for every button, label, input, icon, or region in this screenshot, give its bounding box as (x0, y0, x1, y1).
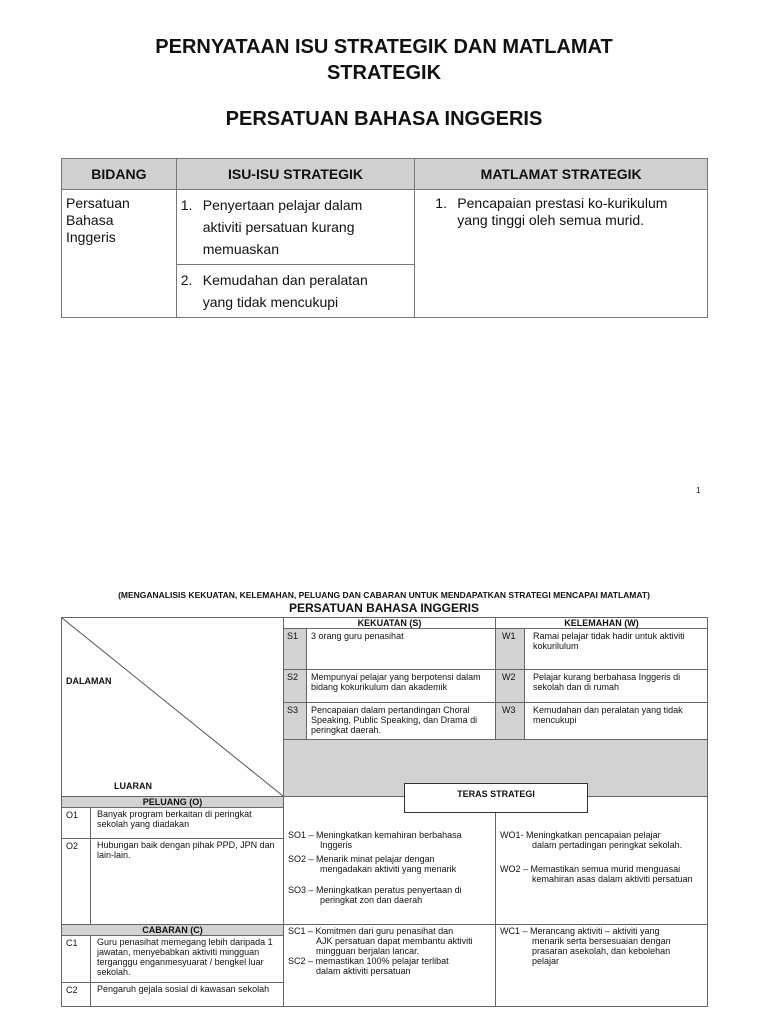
so-cont: Inggeris (320, 840, 353, 850)
kekuatan-header: KEKUATAN (S) (283, 617, 496, 629)
matlamat-num: 1. (435, 195, 447, 211)
wo-cont: kemahiran asas dalam aktiviti persatuan (532, 874, 693, 884)
corner-cell (61, 617, 284, 797)
page-number: 1 (696, 486, 701, 495)
sc-list (288, 926, 493, 976)
so-list (288, 830, 493, 905)
so-cont: peringkat zon dan daerah (320, 895, 423, 905)
sc-item (288, 926, 493, 956)
text-w2: Pelajar kurang berbahasa Inggeris di sekolah dan di rumah (524, 669, 708, 703)
wc-lead: WC1 – Merancang aktiviti – aktiviti yang (500, 926, 660, 936)
so-lead: SO1 – Meningkatkan kemahiran berbahasa (288, 830, 462, 840)
isu-num: 1. (180, 197, 193, 213)
wc-cont: menarik serta bersesuaian dengan prasaran asekolah, dan kebolehan pelajar (532, 936, 671, 966)
wo-list (500, 830, 706, 884)
luaran-label: LUARAN (114, 781, 152, 791)
so-cont: mengadakan aktiviti yang menarik (320, 864, 457, 874)
so-item (288, 854, 493, 874)
title-line-1: PERNYATAAN ISU STRATEGIK DAN MATLAMAT (155, 36, 613, 58)
code-c2: C2 (61, 982, 91, 1007)
code-s3: S3 (283, 702, 307, 740)
wo-lead: WO1- Meningkatkan pencapaian pelajar (500, 830, 661, 840)
sc-item (288, 956, 493, 976)
wc-item (500, 926, 706, 966)
sc-lead: SC1 – Komitmen dari guru penasihat dan (288, 926, 454, 936)
code-s1: S1 (283, 628, 307, 670)
isu-text: Penyertaan pelajar dalam aktiviti persatuan kurang memuaskan (202, 197, 363, 257)
wo-item (500, 864, 706, 884)
so-item (288, 885, 493, 905)
code-w2: W2 (495, 669, 525, 703)
header-matlamat: MATLAMAT STRATEGIK (415, 159, 708, 190)
swot-subtitle: PERSATUAN BAHASA INGGERIS (288, 601, 479, 615)
wo-item (500, 830, 706, 850)
sc-cont: dalam aktiviti persatuan (316, 966, 411, 976)
strategic-issues-table (61, 158, 708, 318)
matlamat-cell (415, 190, 708, 318)
bidang-text: Persatuan Bahasa Inggeris (66, 195, 130, 245)
wo-lead: WO2 – Memastikan semua murid menguasai (500, 864, 681, 874)
code-o1: O1 (61, 807, 91, 839)
code-s2: S2 (283, 669, 307, 703)
text-w3: Kemudahan dan peralatan yang tidak mencukupi (524, 702, 708, 740)
dalaman-label: DALAMAN (66, 676, 112, 686)
text-c2: Pengaruh gejala sosial di kawasan sekolah (90, 982, 284, 1007)
wo-cont: dalam pertadingan peringkat sekolah. (532, 840, 683, 850)
text-c1: Guru penasihat memegang lebih daripada 1 jawatan, menyebabkan aktiviti mingguan terganggu enganmesyuarat / bengkel luar sekolah. (90, 935, 284, 983)
peluang-header: PELUANG (O) (61, 796, 284, 808)
code-w1: W1 (495, 628, 525, 670)
text-s2: Mempunyai pelajar yang berpotensi dalam bidang kokurikulum dan akademik (306, 669, 496, 703)
text-s1: 3 orang guru penasihat (306, 628, 496, 670)
teras-strategi-box: TERAS STRATEGI (404, 783, 588, 813)
so-item (288, 830, 493, 850)
code-w3: W3 (495, 702, 525, 740)
isu-text: Kemudahan dan peralatan yang tidak mencukupi (202, 272, 368, 310)
corner-diagonal (62, 618, 283, 796)
isu-num: 2. (180, 272, 193, 288)
isu-cell-2 (176, 265, 415, 318)
kelemahan-header: KELEMAHAN (W) (495, 617, 708, 629)
page-title (0, 34, 768, 86)
sc-lead: SC2 – memastikan 100% pelajar terlibat (288, 956, 449, 966)
so-lead: SO3 – Meningkatkan peratus penyertaan di (288, 885, 462, 895)
sc-cont: AJK persatuan dapat membantu aktiviti mingguan berjalan lancar. (316, 936, 473, 956)
code-o2: O2 (61, 838, 91, 925)
title-line-2: STRATEGIK (326, 62, 442, 84)
page-subtitle: PERSATUAN BAHASA INGGERIS (225, 108, 543, 130)
cabaran-header: CABARAN (C) (61, 924, 284, 936)
text-o2: Hubungan baik dengan pihak PPD, JPN dan lain-lain. (90, 838, 284, 925)
text-o1: Banyak program berkaitan di peringkat sekolah yang diadakan (90, 807, 284, 839)
bidang-cell (62, 190, 177, 318)
text-w1: Ramai pelajar tidak hadir untuk aktiviti kokurilulum (524, 628, 708, 670)
header-isu: ISU-ISU STRATEGIK (176, 159, 415, 190)
code-c1: C1 (61, 935, 91, 983)
swot-heading: (MENGANALISIS KEKUATAN, KELEMAHAN, PELUANG DAN CABARAN UNTUK MENDAPATKAN STRATEGI MENCAPAI MATLAMAT) (118, 590, 650, 600)
so-lead: SO2 – Menarik minat pelajar dengan (288, 854, 435, 864)
matlamat-text: Pencapaian prestasi ko-kurikulum yang tinggi oleh semua murid. (457, 195, 668, 228)
header-bidang: BIDANG (62, 159, 177, 190)
text-s3: Pencapaian dalam pertandingan Choral Speaking, Public Speaking, dan Drama di peringkat daerah. (306, 702, 496, 740)
isu-cell-1 (176, 190, 415, 265)
wc-list (500, 926, 706, 966)
